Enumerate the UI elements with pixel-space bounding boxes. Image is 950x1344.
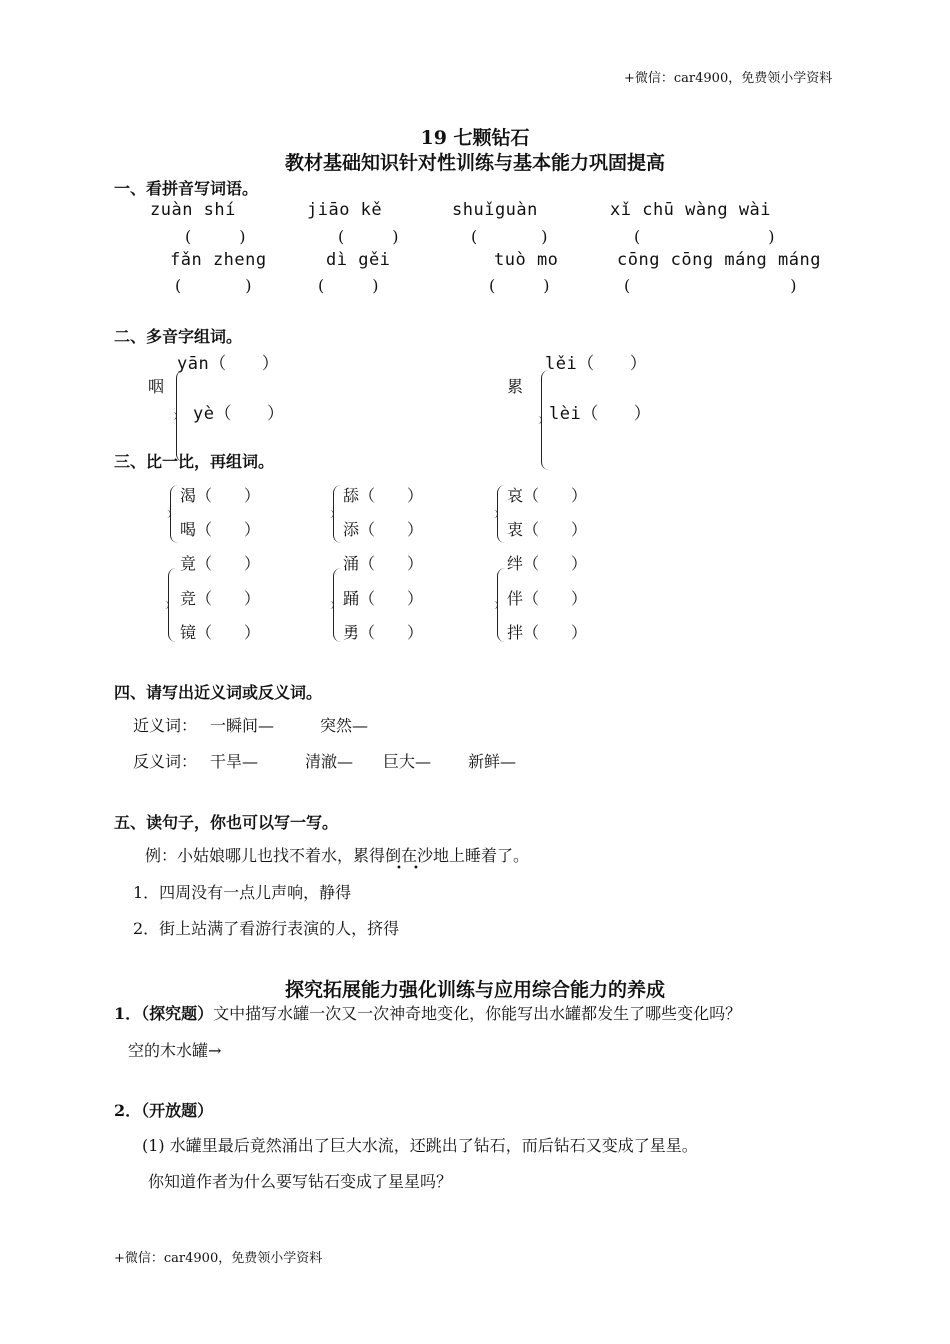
polyphone-lei4[interactable]: lèi（ ） xyxy=(549,404,652,424)
sentence-item[interactable]: 2．街上站满了看游行表演的人，挤得 xyxy=(133,919,400,938)
polyphone-char-lei: 累 xyxy=(507,377,524,396)
section4-heading: 四、请写出近义词或反义词。 xyxy=(114,683,323,702)
answer-blank[interactable]: ( ) xyxy=(634,227,775,246)
answer-blank[interactable]: ( ) xyxy=(338,227,399,246)
pinyin-shuiguan: shuǐguàn xyxy=(452,200,538,220)
antonyms-label: 反义词： xyxy=(133,752,198,771)
compare-char[interactable]: 镜（ ） xyxy=(180,623,261,642)
bracket xyxy=(541,370,549,470)
compare-char[interactable]: 渴（ ） xyxy=(180,486,261,505)
compare-char[interactable]: 涌（ ） xyxy=(343,554,424,573)
emphasis-dot: • xyxy=(396,863,402,874)
bracket xyxy=(497,568,505,642)
sentence-item[interactable]: 1．四周没有一点儿声响，静得 xyxy=(133,883,352,902)
q1-text: 文中描写水罐一次又一次神奇地变化，你能写出水罐都发生了哪些变化吗？ xyxy=(213,1004,742,1023)
answer-blank[interactable]: ( ) xyxy=(489,276,550,295)
compare-char[interactable]: 绊（ ） xyxy=(507,554,588,573)
compare-char[interactable]: 添（ ） xyxy=(343,520,424,539)
synonym-item[interactable]: 突然— xyxy=(320,716,369,735)
antonym-item[interactable]: 清澈— xyxy=(305,752,354,771)
example-sentence: 例：小姑娘哪儿也找不着水，累得倒在沙地上睡着了。 xyxy=(145,846,530,865)
pinyin-congcongmangmang: cōng cōng máng máng xyxy=(617,250,821,270)
q2-tag: （开放题） xyxy=(141,1101,214,1120)
compare-char[interactable]: 哀（ ） xyxy=(507,486,588,505)
polyphone-lei3[interactable]: lěi（ ） xyxy=(545,354,648,374)
polyphone-ye[interactable]: yè（ ） xyxy=(193,404,285,424)
answer-blank[interactable]: ( ) xyxy=(318,276,379,295)
compare-char[interactable]: 衷（ ） xyxy=(507,520,588,539)
pinyin-tuomo: tuò mo xyxy=(494,250,559,270)
bracket xyxy=(170,485,178,543)
section3-heading: 三、比一比，再组词。 xyxy=(114,452,275,471)
answer-blank[interactable]: ( ) xyxy=(185,227,246,246)
bracket xyxy=(497,485,505,543)
compare-char[interactable]: 竟（ ） xyxy=(180,554,261,573)
bracket xyxy=(168,568,176,642)
polyphone-char-yan: 咽 xyxy=(148,377,165,396)
antonym-item[interactable]: 新鲜— xyxy=(468,752,517,771)
q2-line xyxy=(114,1098,213,1121)
compare-char[interactable]: 舔（ ） xyxy=(343,486,424,505)
answer-blank[interactable]: ( ) xyxy=(175,276,252,295)
answer-blank[interactable]: ( ) xyxy=(471,227,548,246)
antonym-item[interactable]: 干旱— xyxy=(210,752,259,771)
q1-line xyxy=(114,1001,741,1024)
compare-char[interactable]: 勇（ ） xyxy=(343,623,424,642)
header-note: +微信：car4900，免费领小学资料 xyxy=(624,71,833,86)
emphasis-dot: • xyxy=(413,863,419,874)
compare-char[interactable]: 拌（ ） xyxy=(507,623,588,642)
q2-number: 2． xyxy=(114,1101,142,1120)
synonyms-label: 近义词： xyxy=(133,716,198,735)
q1-number: 1． xyxy=(114,1004,142,1023)
compare-char[interactable]: 踊（ ） xyxy=(343,589,424,608)
q2-sub1: (1) 水罐里最后竟然涌出了巨大水流，还跳出了钻石，而后钻石又变成了星星。 xyxy=(142,1136,698,1155)
synonym-item[interactable]: 一瞬间— xyxy=(210,716,275,735)
compare-char[interactable]: 伴（ ） xyxy=(507,589,588,608)
page-title: 19 七颗钻石 xyxy=(420,127,530,149)
polyphone-yan[interactable]: yān（ ） xyxy=(177,354,280,374)
compare-char[interactable]: 喝（ ） xyxy=(180,520,261,539)
pinyin-xichuwangwai: xǐ chū wàng wài xyxy=(610,200,772,220)
pinyin-jiaoke: jiāo kě xyxy=(307,200,383,220)
section5-heading: 五、读句子，你也可以写一写。 xyxy=(114,813,339,832)
compare-char[interactable]: 竞（ ） xyxy=(180,589,261,608)
pinyin-fanzheng: fǎn zheng xyxy=(170,250,267,270)
answer-blank[interactable]: ( ) xyxy=(624,276,797,295)
antonym-item[interactable]: 巨大— xyxy=(383,752,432,771)
section2-heading: 二、多音字组词。 xyxy=(114,327,243,346)
pinyin-zuanshi: zuàn shí xyxy=(150,200,236,220)
bracket xyxy=(333,485,341,543)
bracket xyxy=(333,568,341,642)
q1-answer-start[interactable]: 空的木水罐→ xyxy=(128,1041,222,1060)
footer-note: +微信：car4900，免费领小学资料 xyxy=(114,1251,323,1266)
q1-tag: （探究题） xyxy=(141,1004,214,1023)
q2-sub1-cont: 你知道作者为什么要写钻石变成了星星吗？ xyxy=(148,1172,453,1191)
page-subtitle: 教材基础知识针对性训练与基本能力巩固提高 xyxy=(284,152,665,174)
part2-title: 探究拓展能力强化训练与应用综合能力的养成 xyxy=(284,979,665,1001)
section1-heading: 一、看拼音写词语。 xyxy=(114,179,259,198)
pinyin-digei: dì gěi xyxy=(326,250,391,270)
